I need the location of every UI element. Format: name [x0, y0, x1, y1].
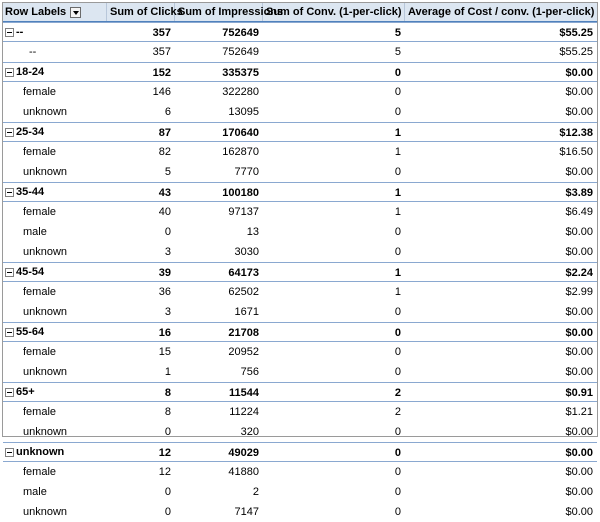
- collapse-icon[interactable]: [5, 128, 14, 137]
- impressions-cell[interactable]: 21708: [228, 327, 259, 339]
- conversions-cell[interactable]: 0: [394, 346, 401, 358]
- impressions-cell[interactable]: 13: [246, 226, 259, 238]
- row-label-text: unknown: [23, 246, 68, 258]
- row-label-cell: [3, 123, 107, 141]
- row-label-cell: [3, 142, 107, 162]
- table-row[interactable]: [3, 82, 597, 102]
- group-row[interactable]: [3, 182, 597, 202]
- pivot-table: [2, 2, 598, 518]
- clicks-cell[interactable]: 16: [158, 327, 171, 339]
- conversions-cell[interactable]: 0: [394, 106, 401, 118]
- row-label-cell: [3, 443, 107, 461]
- row-label-cell: [3, 42, 107, 62]
- cost-per-conv-cell[interactable]: $0.00: [565, 226, 593, 238]
- conversions-header[interactable]: Sum of Conv. (1-per-click): [263, 3, 405, 21]
- pivot-body: [3, 22, 597, 522]
- row-labels-header-text: Row Labels: [5, 5, 67, 18]
- row-label-text: 35-44: [16, 186, 45, 198]
- row-label-text: --: [29, 46, 37, 58]
- row-label-text: male: [23, 226, 47, 238]
- row-label-text: unknown: [16, 446, 65, 458]
- row-label-cell: [3, 183, 107, 201]
- row-label-text: 18-24: [16, 66, 45, 78]
- clicks-cell[interactable]: 357: [152, 27, 171, 39]
- table-row[interactable]: [3, 462, 597, 482]
- clicks-cell[interactable]: 12: [158, 447, 171, 459]
- collapse-icon[interactable]: [5, 28, 14, 37]
- impressions-cell[interactable]: 752649: [222, 27, 259, 39]
- table-row[interactable]: [3, 342, 597, 362]
- clicks-cell[interactable]: 3: [164, 246, 171, 258]
- cost-per-conv-cell[interactable]: $2.24: [565, 267, 593, 279]
- table-row[interactable]: [3, 302, 597, 322]
- impressions-cell[interactable]: 162870: [222, 146, 259, 158]
- clicks-cell[interactable]: 12: [158, 466, 171, 478]
- clicks-cell[interactable]: 8: [164, 406, 171, 418]
- row-label-cell: [3, 222, 107, 242]
- conversions-cell[interactable]: 1: [394, 267, 401, 279]
- collapse-icon[interactable]: [5, 448, 14, 457]
- row-label-text: unknown: [23, 426, 68, 438]
- cost-per-conv-cell[interactable]: $0.00: [565, 426, 593, 438]
- conversions-cell[interactable]: 1: [394, 187, 401, 199]
- table-row[interactable]: [3, 402, 597, 422]
- cost-per-conv-cell[interactable]: $0.91: [565, 387, 593, 399]
- table-row[interactable]: [3, 162, 597, 182]
- cost-per-conv-cell[interactable]: $16.50: [559, 146, 593, 158]
- row-label-cell: [3, 23, 107, 41]
- row-label-text: 55-64: [16, 326, 45, 338]
- collapse-icon[interactable]: [5, 188, 14, 197]
- clicks-cell[interactable]: 1: [164, 366, 171, 378]
- clicks-cell[interactable]: 152: [152, 67, 171, 79]
- clicks-cell[interactable]: 8: [164, 387, 171, 399]
- row-label-cell: [3, 263, 107, 281]
- clicks-cell[interactable]: 357: [152, 46, 171, 58]
- row-label-text: --: [16, 26, 24, 38]
- impressions-cell[interactable]: 7147: [234, 506, 259, 518]
- cost-per-conv-header[interactable]: Average of Cost / conv. (1-per-click): [408, 6, 595, 18]
- table-row[interactable]: [3, 482, 597, 502]
- conversions-cell[interactable]: 0: [394, 246, 401, 258]
- clicks-cell[interactable]: 39: [158, 267, 171, 279]
- conversions-cell[interactable]: 5: [394, 46, 401, 58]
- clicks-cell[interactable]: 43: [158, 187, 171, 199]
- row-label-cell: [3, 482, 107, 502]
- cost-per-conv-cell[interactable]: $0.00: [565, 246, 593, 258]
- collapse-icon[interactable]: [5, 268, 14, 277]
- filter-dropdown-icon[interactable]: [70, 7, 81, 18]
- row-label-cell: [3, 82, 107, 102]
- collapse-icon[interactable]: [5, 328, 14, 337]
- group-row[interactable]: [3, 442, 597, 462]
- row-label-cell: [3, 362, 107, 382]
- row-label-cell: [3, 402, 107, 422]
- impressions-cell[interactable]: 11224: [229, 406, 259, 418]
- impressions-cell[interactable]: 3030: [234, 246, 259, 258]
- row-label-text: unknown: [23, 506, 68, 518]
- conversions-cell[interactable]: 0: [394, 327, 401, 339]
- collapse-icon[interactable]: [5, 68, 14, 77]
- row-label-cell: [3, 63, 107, 81]
- impressions-cell[interactable]: 1671: [234, 306, 259, 318]
- impressions-cell[interactable]: 320: [240, 426, 259, 438]
- table-row[interactable]: [3, 362, 597, 382]
- row-label-cell: [3, 422, 107, 442]
- conversions-cell[interactable]: 0: [394, 426, 401, 438]
- row-label-text: female: [23, 406, 57, 418]
- row-label-text: female: [23, 206, 57, 218]
- row-label-cell: [3, 502, 107, 522]
- clicks-cell[interactable]: 40: [158, 206, 171, 218]
- cost-per-conv-cell[interactable]: $1.21: [565, 406, 593, 418]
- row-label-text: unknown: [23, 366, 68, 378]
- group-row[interactable]: [3, 262, 597, 282]
- row-label-text: 25-34: [16, 126, 45, 138]
- cost-per-conv-cell[interactable]: $55.25: [559, 46, 593, 58]
- row-label-cell: [3, 282, 107, 302]
- table-row[interactable]: [3, 422, 597, 442]
- row-label-text: female: [23, 86, 57, 98]
- conversions-cell[interactable]: 0: [394, 486, 401, 498]
- cost-per-conv-cell[interactable]: $0.00: [565, 106, 593, 118]
- conversions-cell[interactable]: 1: [394, 286, 401, 298]
- row-label-text: 65+: [16, 386, 35, 398]
- table-row[interactable]: [3, 222, 597, 242]
- conversions-cell[interactable]: 0: [394, 166, 401, 178]
- row-labels-header[interactable]: [3, 3, 107, 21]
- impressions-cell[interactable]: 322280: [222, 86, 259, 98]
- row-label-text: unknown: [23, 166, 68, 178]
- row-label-text: female: [23, 346, 57, 358]
- cost-per-conv-cell[interactable]: $6.49: [565, 206, 593, 218]
- table-row[interactable]: [3, 102, 597, 122]
- cost-per-conv-cell[interactable]: $0.00: [565, 366, 593, 378]
- clicks-cell[interactable]: 0: [164, 426, 171, 438]
- cost-per-conv-cell[interactable]: $0.00: [565, 346, 593, 358]
- impressions-cell[interactable]: 64173: [228, 267, 259, 279]
- impressions-header[interactable]: Sum of Impressions: [175, 3, 263, 21]
- clicks-cell[interactable]: 15: [158, 346, 171, 358]
- cost-per-conv-cell[interactable]: $0.00: [565, 306, 593, 318]
- conversions-cell[interactable]: 1: [394, 206, 401, 218]
- cost-per-conv-cell[interactable]: $0.00: [565, 67, 593, 79]
- clicks-cell[interactable]: 3: [164, 306, 171, 318]
- clicks-header[interactable]: Sum of Clicks: [107, 3, 175, 21]
- clicks-cell[interactable]: 0: [164, 226, 171, 238]
- row-label-cell: [3, 102, 107, 122]
- row-label-text: female: [23, 146, 57, 158]
- table-row[interactable]: [3, 242, 597, 262]
- group-row[interactable]: [3, 382, 597, 402]
- conversions-cell[interactable]: 0: [394, 67, 401, 79]
- conversions-cell[interactable]: 0: [394, 86, 401, 98]
- impressions-cell[interactable]: 2: [252, 486, 259, 498]
- cost-per-conv-cell[interactable]: $0.00: [565, 327, 593, 339]
- conversions-cell[interactable]: 5: [394, 27, 401, 39]
- table-row[interactable]: [3, 202, 597, 222]
- row-label-cell: [3, 342, 107, 362]
- cost-per-conv-cell[interactable]: $0.00: [565, 447, 593, 459]
- cost-per-conv-cell[interactable]: $55.25: [559, 27, 593, 39]
- table-row[interactable]: [3, 42, 597, 62]
- impressions-cell[interactable]: 335375: [222, 67, 259, 79]
- conversions-cell[interactable]: 1: [394, 146, 401, 158]
- conversions-cell[interactable]: 0: [394, 306, 401, 318]
- impressions-cell[interactable]: 100180: [222, 187, 259, 199]
- conversions-cell[interactable]: 0: [394, 366, 401, 378]
- clicks-cell[interactable]: 0: [164, 486, 171, 498]
- cost-per-conv-cell[interactable]: $12.38: [559, 127, 593, 139]
- row-label-cell: [3, 162, 107, 182]
- cost-per-conv-cell[interactable]: $0.00: [565, 86, 593, 98]
- row-label-cell: [3, 462, 107, 482]
- cost-per-conv-cell[interactable]: $0.00: [565, 466, 593, 478]
- group-row[interactable]: [3, 22, 597, 42]
- conversions-cell[interactable]: 0: [394, 226, 401, 238]
- clicks-cell[interactable]: 146: [152, 86, 171, 98]
- group-row[interactable]: [3, 322, 597, 342]
- conversions-cell[interactable]: 2: [394, 406, 401, 418]
- row-label-cell: [3, 383, 107, 401]
- clicks-cell[interactable]: 0: [164, 506, 171, 518]
- row-label-text: female: [23, 286, 57, 298]
- row-label-text: 45-54: [16, 266, 45, 278]
- table-row[interactable]: [3, 142, 597, 162]
- table-row[interactable]: [3, 282, 597, 302]
- row-label-text: unknown: [23, 106, 68, 118]
- conversions-cell[interactable]: 0: [394, 447, 401, 459]
- row-label-cell: [3, 323, 107, 341]
- impressions-cell[interactable]: 62502: [228, 286, 259, 298]
- clicks-cell[interactable]: 87: [158, 127, 171, 139]
- impressions-cell[interactable]: 11544: [229, 387, 259, 399]
- row-label-text: female: [23, 466, 57, 478]
- group-row[interactable]: [3, 122, 597, 142]
- impressions-cell[interactable]: 13095: [228, 106, 259, 118]
- collapse-icon[interactable]: [5, 388, 14, 397]
- impressions-cell[interactable]: 49029: [228, 447, 259, 459]
- impressions-cell[interactable]: 20952: [228, 346, 259, 358]
- impressions-cell[interactable]: 97137: [228, 206, 259, 218]
- cost-per-conv-cell[interactable]: $3.89: [565, 187, 593, 199]
- conversions-cell[interactable]: 1: [394, 127, 401, 139]
- row-label-cell: [3, 202, 107, 222]
- impressions-cell[interactable]: 7770: [234, 166, 259, 178]
- impressions-cell[interactable]: 170640: [222, 127, 259, 139]
- cost-per-conv-cell[interactable]: $0.00: [565, 486, 593, 498]
- row-label-text: unknown: [23, 306, 68, 318]
- cost-per-conv-cell[interactable]: $0.00: [565, 506, 593, 518]
- group-row[interactable]: [3, 62, 597, 82]
- clicks-cell[interactable]: 36: [158, 286, 171, 298]
- cost-per-conv-cell[interactable]: $2.99: [565, 286, 593, 298]
- pivot-header-row: [3, 3, 597, 22]
- clicks-cell[interactable]: 6: [164, 106, 171, 118]
- row-label-cell: [3, 242, 107, 262]
- impressions-cell[interactable]: 756: [240, 366, 259, 378]
- cost-per-conv-cell[interactable]: $0.00: [565, 166, 593, 178]
- impressions-cell[interactable]: 752649: [222, 46, 259, 58]
- clicks-cell[interactable]: 5: [164, 166, 171, 178]
- table-row[interactable]: [3, 502, 597, 522]
- clicks-cell[interactable]: 82: [158, 146, 171, 158]
- impressions-cell[interactable]: 41880: [228, 466, 259, 478]
- row-label-cell: [3, 302, 107, 322]
- row-label-text: male: [23, 486, 47, 498]
- conversions-cell[interactable]: 2: [394, 387, 401, 399]
- conversions-cell[interactable]: 0: [394, 466, 401, 478]
- conversions-cell[interactable]: 0: [394, 506, 401, 518]
